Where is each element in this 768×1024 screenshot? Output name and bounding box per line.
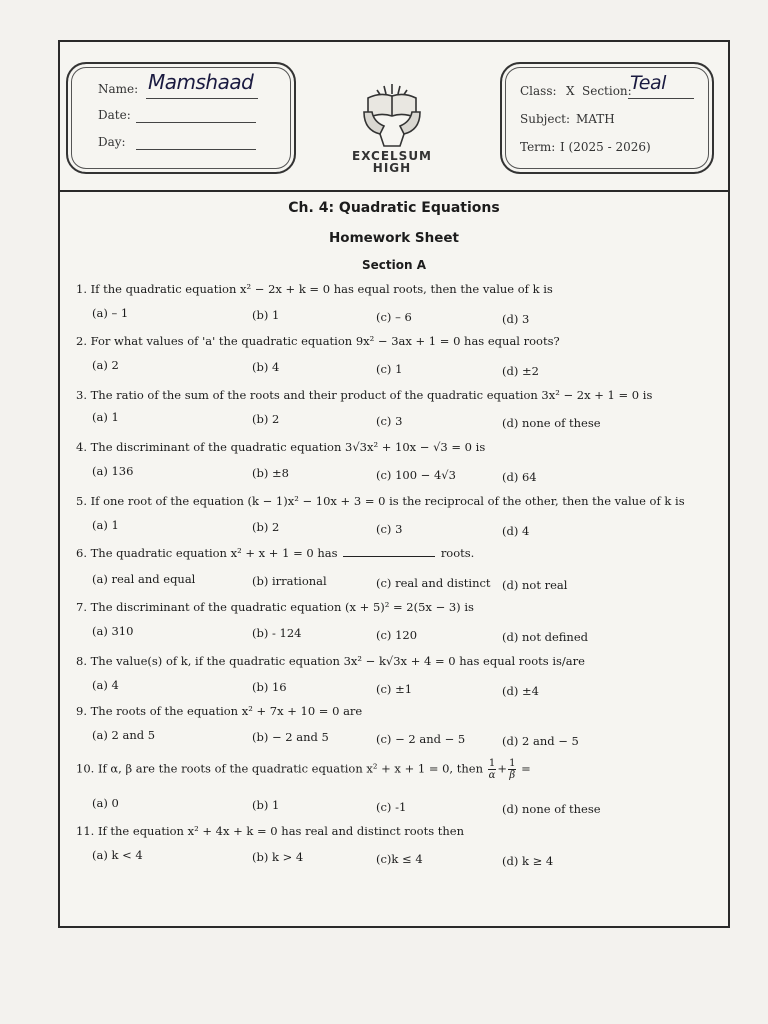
term-label: Term: xyxy=(520,140,556,154)
q3-option-d[interactable]: (d) none of these xyxy=(502,416,601,430)
q3-option-c[interactable]: (c) 3 xyxy=(376,414,403,428)
section-value: Teal xyxy=(630,72,666,94)
q5-option-d[interactable]: (d) 4 xyxy=(502,524,530,538)
class-info-box xyxy=(500,62,714,174)
name-value: Mamshaad xyxy=(148,70,254,94)
answer-blank[interactable] xyxy=(343,556,435,557)
question-7: 7. The discriminant of the quadratic equation (x + 5)² = 2(5x − 3) is xyxy=(76,600,474,614)
subject-value: MATH xyxy=(576,112,615,126)
section-heading: Section A xyxy=(362,258,426,272)
question-1: 1. If the quadratic equation x² − 2x + k = 0 has equal roots, then the value of k is xyxy=(76,282,553,296)
q7-option-b[interactable]: (b) - 124 xyxy=(252,626,302,640)
question-4: 4. The discriminant of the quadratic equation 3√3x² + 10x − √3 = 0 is xyxy=(76,440,486,454)
q5-option-b[interactable]: (b) 2 xyxy=(252,520,280,534)
q1-option-d[interactable]: (d) 3 xyxy=(502,312,530,326)
name-line xyxy=(146,98,258,99)
date-label: Date: xyxy=(98,108,131,122)
school-logo xyxy=(342,64,442,188)
day-line[interactable] xyxy=(136,149,256,150)
question-9: 9. The roots of the equation x² + 7x + 10 = 0 are xyxy=(76,704,363,718)
q6-option-a[interactable]: (a) real and equal xyxy=(92,572,196,586)
fraction-one-over-alpha: $\frac{1}{\alpha}$ xyxy=(488,758,496,781)
day-label: Day: xyxy=(98,135,126,149)
q7-option-d[interactable]: (d) not defined xyxy=(502,630,589,644)
q11-option-d[interactable]: (d) k ≥ 4 xyxy=(502,854,554,868)
question-2: 2. For what values of 'a' the quadratic equation 9x² − 3ax + 1 = 0 has equal roots? xyxy=(76,334,560,348)
question-6 xyxy=(76,546,474,560)
q8-option-d[interactable]: (d) ±4 xyxy=(502,684,539,698)
q5-option-c[interactable]: (c) 3 xyxy=(376,522,403,536)
q9-option-c[interactable]: (c) − 2 and − 5 xyxy=(376,732,466,746)
class-label: Class: xyxy=(520,84,557,98)
q9-option-d[interactable]: (d) 2 and − 5 xyxy=(502,734,579,748)
section-line xyxy=(628,98,694,99)
q2-option-c[interactable]: (c) 1 xyxy=(376,362,403,376)
q4-option-c[interactable]: (c) 100 − 4√3 xyxy=(376,468,456,482)
subject-label: Subject: xyxy=(520,112,571,126)
q6-option-d[interactable]: (d) not real xyxy=(502,578,568,592)
chapter-title: Ch. 4: Quadratic Equations xyxy=(288,200,500,216)
q7-option-a[interactable]: (a) 310 xyxy=(92,624,134,638)
date-line[interactable] xyxy=(136,122,256,123)
q1-option-c[interactable]: (c) – 6 xyxy=(376,310,412,324)
q2-option-a[interactable]: (a) 2 xyxy=(92,358,119,372)
q6-option-b[interactable]: (b) irrational xyxy=(252,574,327,588)
school-name-line2: HIGH xyxy=(372,161,412,175)
question-3: 3. The ratio of the sum of the roots and their product of the quadratic equation 3x² − 2x + 1 = 0 is xyxy=(76,388,653,402)
school-name-line1: EXCELSUM xyxy=(352,149,432,163)
q11-option-b[interactable]: (b) k > 4 xyxy=(252,850,304,864)
name-label: Name: xyxy=(98,82,139,96)
q2-option-b[interactable]: (b) 4 xyxy=(252,360,280,374)
q11-option-c[interactable]: (c)k ≤ 4 xyxy=(376,852,423,866)
q5-option-a[interactable]: (a) 1 xyxy=(92,518,119,532)
q8-option-c[interactable]: (c) ±1 xyxy=(376,682,413,696)
open-book-hands-icon xyxy=(350,64,434,150)
question-6-text-end: roots. xyxy=(440,546,475,560)
fraction-one-over-beta: $\frac{1}{\beta}$ xyxy=(509,758,516,781)
student-info-box xyxy=(66,62,296,174)
question-10: 10. If α, β are the roots of the quadratic equation x² + x + 1 = 0, then $\frac{1}{\alpha}$ + $\frac{1}{\beta}$ = xyxy=(76,758,531,781)
q3-option-a[interactable]: (a) 1 xyxy=(92,410,119,424)
q4-option-d[interactable]: (d) 64 xyxy=(502,470,537,484)
q4-option-b[interactable]: (b) ±8 xyxy=(252,466,289,480)
q4-option-a[interactable]: (a) 136 xyxy=(92,464,134,478)
question-10-text: 10. If α, β are the roots of the quadratic equation x² + x + 1 = 0, then xyxy=(76,761,483,776)
q10-option-b[interactable]: (b) 1 xyxy=(252,798,280,812)
q3-option-b[interactable]: (b) 2 xyxy=(252,412,280,426)
q9-option-b[interactable]: (b) − 2 and 5 xyxy=(252,730,329,744)
q1-option-a[interactable]: (a) – 1 xyxy=(92,306,129,320)
question-6-text: 6. The quadratic equation x² + x + 1 = 0 has xyxy=(76,546,338,560)
q8-option-b[interactable]: (b) 16 xyxy=(252,680,287,694)
q10-option-c[interactable]: (c) -1 xyxy=(376,800,407,814)
question-11: 11. If the equation x² + 4x + k = 0 has real and distinct roots then xyxy=(76,824,465,838)
q8-option-a[interactable]: (a) 4 xyxy=(92,678,119,692)
sheet-title: Homework Sheet xyxy=(329,230,459,246)
question-10-text-end: = xyxy=(521,761,531,776)
question-5: 5. If one root of the equation (k − 1)x² − 10x + 3 = 0 is the reciprocal of the other, then the value of k is xyxy=(76,494,685,508)
section-label: Section: xyxy=(582,84,632,98)
q6-option-c[interactable]: (c) real and distinct xyxy=(376,576,491,590)
term-value: I (2025 - 2026) xyxy=(560,140,651,154)
q1-option-b[interactable]: (b) 1 xyxy=(252,308,280,322)
q9-option-a[interactable]: (a) 2 and 5 xyxy=(92,728,156,742)
q10-option-d[interactable]: (d) none of these xyxy=(502,802,601,816)
worksheet-header xyxy=(60,42,728,192)
class-value: X xyxy=(566,84,575,98)
q7-option-c[interactable]: (c) 120 xyxy=(376,628,418,642)
question-8: 8. The value(s) of k, if the quadratic equation 3x² − k√3x + 4 = 0 has equal roots is/are xyxy=(76,654,585,668)
q2-option-d[interactable]: (d) ±2 xyxy=(502,364,539,378)
worksheet-page xyxy=(58,40,730,928)
q10-option-a[interactable]: (a) 0 xyxy=(92,796,119,810)
q11-option-a[interactable]: (a) k < 4 xyxy=(92,848,143,862)
